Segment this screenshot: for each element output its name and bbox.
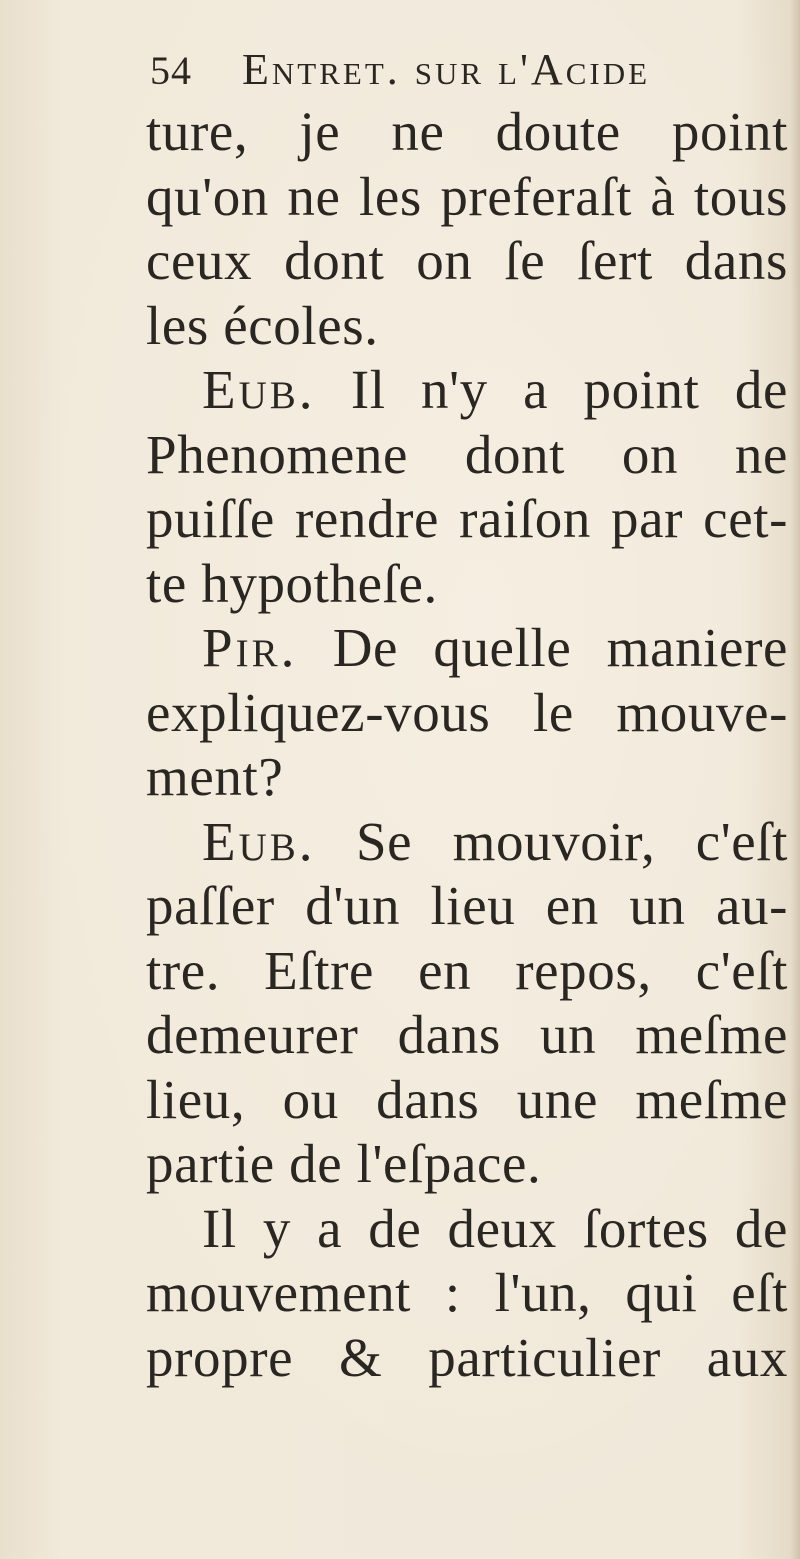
text-line: ceux dont on ſe ſert dans <box>146 230 788 291</box>
text-run: Se mouvoir, c'eſt <box>355 810 788 872</box>
text-line: Il y a de deux ſortes de <box>202 1197 788 1259</box>
text-run: De quelle maniere <box>332 617 788 678</box>
running-header <box>150 38 750 102</box>
body-text <box>146 100 788 1390</box>
text-line: demeurer dans un meſme <box>146 1004 788 1065</box>
text-line: expliquez-vous le mouve- <box>146 681 788 743</box>
text-line: te hypotheſe. <box>146 552 438 614</box>
text-line: qu'on ne les preferaſt à tous <box>146 165 788 227</box>
speaker-label: Eub. <box>202 810 316 872</box>
dialogue-line <box>146 358 788 423</box>
text-line: Phenomene dont on ne <box>146 423 788 485</box>
dialogue-line <box>146 616 788 681</box>
text-run: Il n'y a point de <box>350 359 788 420</box>
dialogue-line <box>146 810 788 875</box>
text-line: lieu, ou dans une meſme <box>146 1068 788 1130</box>
text-line: propre & particulier aux <box>146 1326 788 1388</box>
speaker-label: Eub. <box>202 359 316 420</box>
text-line: les écoles. <box>146 294 379 356</box>
speaker-label: Pir. <box>202 617 298 678</box>
text-line: ture, je ne doute point <box>146 101 788 162</box>
text-line: puiſſe rendre raiſon par cet- <box>146 488 788 549</box>
page-edge-shadow <box>790 0 800 1559</box>
text-line: ment? <box>146 746 284 807</box>
text-line: tre. Eſtre en repos, c'eſt <box>146 939 788 1001</box>
text-line: partie de l'eſpace. <box>146 1133 542 1194</box>
running-title: Entret. sur l'Acide <box>242 45 651 94</box>
text-line: paſſer d'un lieu en un au- <box>146 875 788 936</box>
text-line: mouvement : l'un, qui eſt <box>146 1262 788 1323</box>
page-number: 54 <box>150 48 192 93</box>
